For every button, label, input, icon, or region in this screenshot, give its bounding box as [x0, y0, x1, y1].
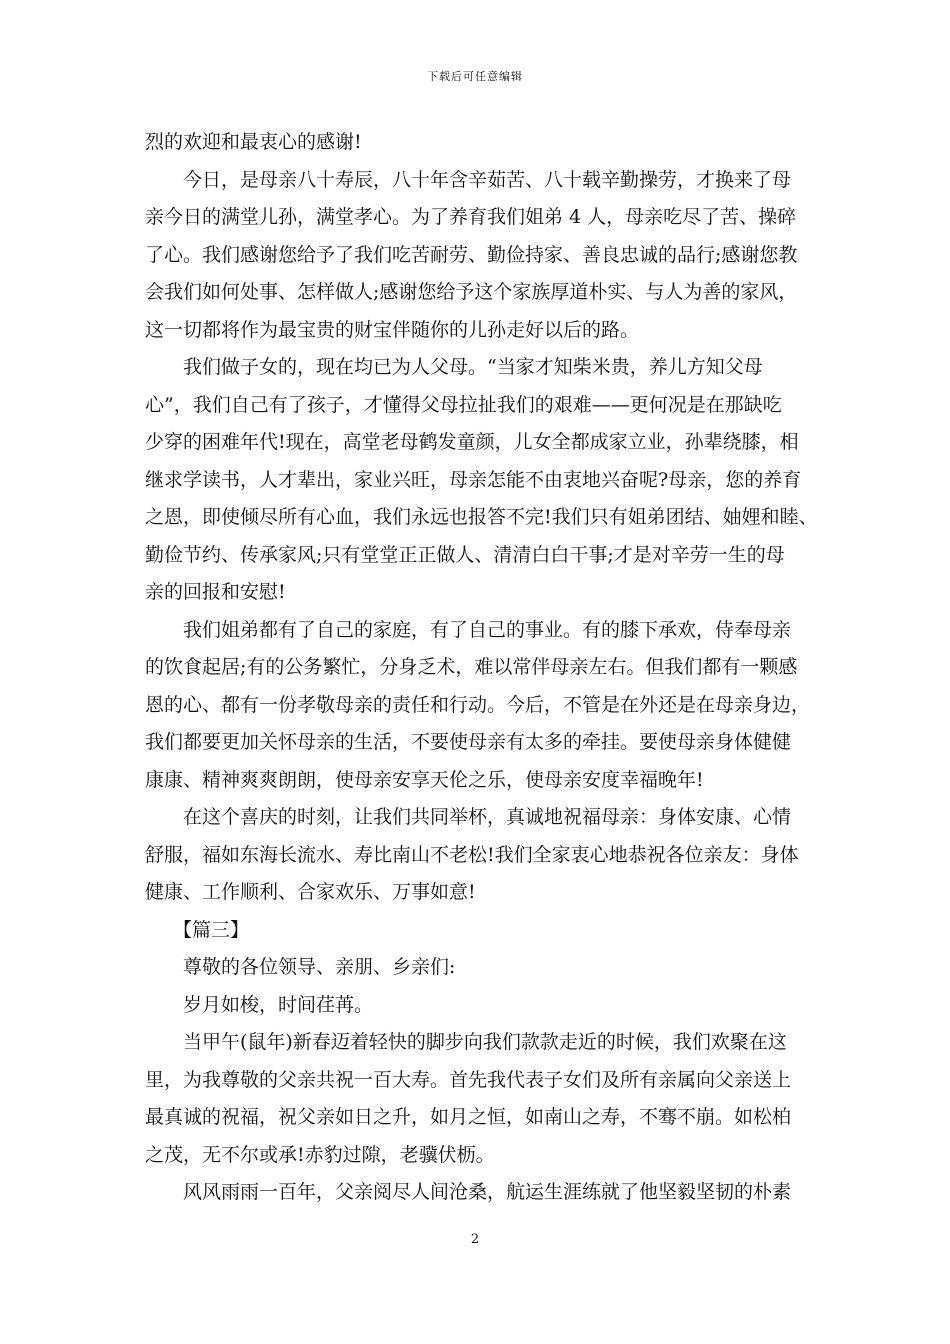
- text-line: 康康、精神爽爽朗朗，使母亲安享天伦之乐，使母亲安度幸福晚年!: [145, 768, 704, 791]
- text-line: 岁月如梭，时间荏苒。: [183, 993, 374, 1016]
- text-line: 勤俭节约、传承家风;只有堂堂正正做人、清清白白干事;才是对辛劳一生的母: [145, 543, 785, 566]
- page-number: 2: [470, 1232, 480, 1247]
- text-line: 在这个喜庆的时刻，让我们共同举杯，真诚地祝福母亲：身体安康、心情: [183, 806, 792, 828]
- text-line: 亲的回报和安慰!: [145, 581, 286, 603]
- text-line: 这一切都将作为最宝贵的财宝伴随你的儿孙走好以后的路。: [145, 318, 640, 341]
- text-line: 烈的欢迎和最衷心的感谢!: [145, 131, 362, 153]
- text-line: 今日，是母亲八十寿辰，八十年含辛茹苦、八十载辛勤操劳，才换来了母: [183, 168, 792, 191]
- text-line: 亲今日的满堂儿孙，满堂孝心。为了养育我们姐弟 4 人，母亲吃尽了苦、操碎: [145, 206, 797, 228]
- text-line: 最真诚的祝福，祝父亲如日之升，如月之恒，如南山之寿，不骞不崩。如松柏: [145, 1106, 792, 1128]
- text-line: 会我们如何处事、怎样做人;感谢您给予这个家族厚道朴实、与人为善的家风，: [145, 281, 798, 303]
- document-body: [145, 124, 818, 1212]
- text-line: 之恩，即使倾尽所有心血，我们永远也报答不完!我们只有姐弟团结、妯娌和睦、: [145, 506, 818, 528]
- text-line: 了心。我们感谢您给予了我们吃苦耐劳、勤俭持家、善良忠诚的品行;感谢您教: [145, 243, 798, 266]
- text-line: 少穿的困难年代!现在，高堂老母鹤发童颜，儿女全都成家立业，孙辈绕膝，相: [145, 431, 799, 453]
- text-line: 风风雨雨一百年，父亲阅尽人间沧桑，航运生涯练就了他坚毅坚韧的朴素: [183, 1181, 792, 1203]
- text-line: 舒服，福如东海长流水、寿比南山不老松!我们全家衷心地恭祝各位亲友：身体: [145, 843, 799, 866]
- text-line: 心”，我们自己有了孩子，才懂得父母拉扯我们的艰难——更何况是在那缺吃: [145, 393, 782, 416]
- text-line: 【篇三】: [173, 918, 250, 941]
- text-line: 的饮食起居;有的公务繁忙，分身乏术，难以常伴母亲左右。但我们都有一颗感: [145, 656, 798, 678]
- text-line: 当甲午(鼠年)新春迈着轻快的脚步向我们款款走近的时候，我们欢聚在这: [183, 1031, 787, 1053]
- page-header: 下载后可任意编辑: [427, 70, 523, 83]
- text-line: 继求学读书，人才辈出，家业兴旺，母亲怎能不由衷地兴奋呢?母亲，您的养育: [145, 468, 802, 491]
- text-line: 恩的心、都有一份孝敬母亲的责任和行动。今后，不管是在外还是在母亲身边，: [145, 693, 811, 716]
- text-line: 我们都要更加关怀母亲的生活，不要使母亲有太多的牵挂。要使母亲身体健健: [145, 731, 792, 753]
- text-line: 我们姐弟都有了自己的家庭，有了自己的事业。有的膝下承欢，侍奉母亲: [183, 618, 792, 641]
- text-line: 尊敬的各位领导、亲朋、乡亲们:: [183, 956, 456, 978]
- text-line: 里，为我尊敬的父亲共祝一百大寿。首先我代表子女们及所有亲属向父亲送上: [145, 1068, 792, 1091]
- text-line: 我们做子女的，现在均已为人父母。“当家才知柴米贵，养儿方知父母: [183, 356, 763, 378]
- text-line: 健康、工作顺利、合家欢乐、万事如意!: [145, 881, 476, 903]
- text-line: 之茂，无不尔或承!赤豹过隙，老骥伏枥。: [145, 1143, 495, 1166]
